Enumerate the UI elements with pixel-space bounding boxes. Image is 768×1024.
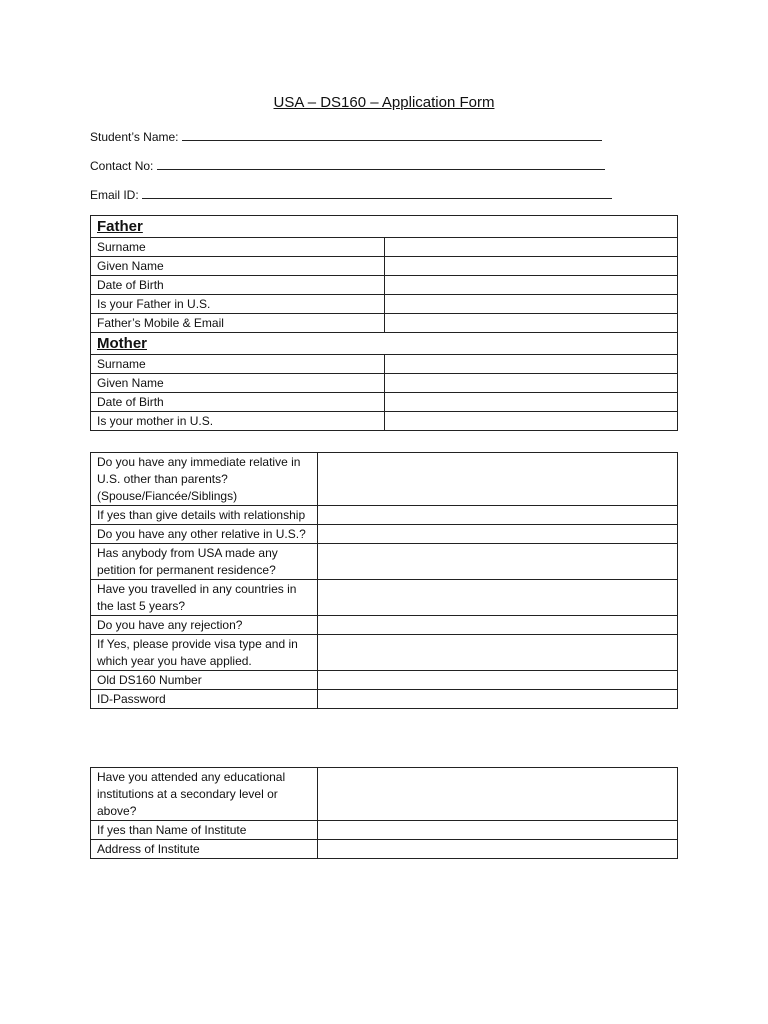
table-row xyxy=(91,238,678,257)
father-in-us-answer[interactable] xyxy=(384,295,678,314)
email-id-blank[interactable] xyxy=(142,187,612,199)
other-relative-question: Do you have any other relative in U.S.? xyxy=(91,525,318,544)
table-row xyxy=(91,314,678,333)
page-title: USA – DS160 – Application Form xyxy=(273,94,495,111)
education-answer[interactable] xyxy=(318,768,678,821)
immediate-relative-answer[interactable] xyxy=(318,453,678,506)
table-row xyxy=(91,276,678,295)
father-surname-answer[interactable] xyxy=(384,238,678,257)
mother-in-us-answer[interactable] xyxy=(384,412,678,431)
father-dob-answer[interactable] xyxy=(384,276,678,295)
table-row xyxy=(91,690,678,709)
mother-surname-label: Surname xyxy=(91,355,385,374)
contact-no-blank[interactable] xyxy=(157,158,605,170)
table-row xyxy=(91,616,678,635)
father-mobile-email-answer[interactable] xyxy=(384,314,678,333)
travel-history-question: Have you travelled in any countries in the last 5 years? xyxy=(91,580,318,616)
table-row xyxy=(91,374,678,393)
contact-no-label: Contact No: xyxy=(90,159,154,173)
education-table xyxy=(90,767,678,859)
mother-dob-label: Date of Birth xyxy=(91,393,385,412)
relative-details-answer[interactable] xyxy=(318,506,678,525)
relative-details-question: If yes than give details with relationship xyxy=(91,506,318,525)
table-row xyxy=(91,821,678,840)
table-row xyxy=(91,768,678,821)
table-row xyxy=(91,506,678,525)
table-row xyxy=(91,525,678,544)
rejection-answer[interactable] xyxy=(318,616,678,635)
institute-address-question: Address of Institute xyxy=(91,840,318,859)
table-row xyxy=(91,453,678,506)
institute-address-answer[interactable] xyxy=(318,840,678,859)
father-given-name-answer[interactable] xyxy=(384,257,678,276)
father-dob-label: Date of Birth xyxy=(91,276,385,295)
mother-heading: Mother xyxy=(91,333,678,355)
petition-question: Has anybody from USA made any petition for permanent residence? xyxy=(91,544,318,580)
visa-type-answer[interactable] xyxy=(318,635,678,671)
father-mobile-email-label: Father’s Mobile & Email xyxy=(91,314,385,333)
student-name-field[interactable] xyxy=(90,129,602,144)
mother-dob-answer[interactable] xyxy=(384,393,678,412)
id-password-question: ID-Password xyxy=(91,690,318,709)
table-row xyxy=(91,840,678,859)
mother-given-name-label: Given Name xyxy=(91,374,385,393)
mother-given-name-answer[interactable] xyxy=(384,374,678,393)
father-surname-label: Surname xyxy=(91,238,385,257)
father-heading: Father xyxy=(91,216,678,238)
father-in-us-label: Is your Father in U.S. xyxy=(91,295,385,314)
father-heading-row xyxy=(91,216,678,238)
education-question: Have you attended any educational institutions at a secondary level or above? xyxy=(91,768,318,821)
mother-heading-row xyxy=(91,333,678,355)
table-row xyxy=(91,671,678,690)
id-password-answer[interactable] xyxy=(318,690,678,709)
petition-answer[interactable] xyxy=(318,544,678,580)
student-name-blank[interactable] xyxy=(182,129,602,141)
email-id-label: Email ID: xyxy=(90,188,139,202)
institute-name-answer[interactable] xyxy=(318,821,678,840)
travel-history-answer[interactable] xyxy=(318,580,678,616)
father-given-name-label: Given Name xyxy=(91,257,385,276)
mother-in-us-label: Is your mother in U.S. xyxy=(91,412,385,431)
table-row xyxy=(91,544,678,580)
table-row xyxy=(91,635,678,671)
other-relative-answer[interactable] xyxy=(318,525,678,544)
table-row xyxy=(91,580,678,616)
table-row xyxy=(91,295,678,314)
old-ds160-question: Old DS160 Number xyxy=(91,671,318,690)
table-row xyxy=(91,257,678,276)
parents-table xyxy=(90,215,678,431)
immediate-relative-question: Do you have any immediate relative in U.S. other than parents? (Spouse/Fiancée/Siblings) xyxy=(91,453,318,506)
email-id-field[interactable] xyxy=(90,187,612,202)
table-row xyxy=(91,355,678,374)
contact-no-field[interactable] xyxy=(90,158,605,173)
student-name-label: Student’s Name: xyxy=(90,130,179,144)
institute-name-question: If yes than Name of Institute xyxy=(91,821,318,840)
mother-surname-answer[interactable] xyxy=(384,355,678,374)
visa-type-question: If Yes, please provide visa type and in which year you have applied. xyxy=(91,635,318,671)
table-row xyxy=(91,412,678,431)
old-ds160-answer[interactable] xyxy=(318,671,678,690)
table-row xyxy=(91,393,678,412)
relatives-table xyxy=(90,452,678,709)
rejection-question: Do you have any rejection? xyxy=(91,616,318,635)
